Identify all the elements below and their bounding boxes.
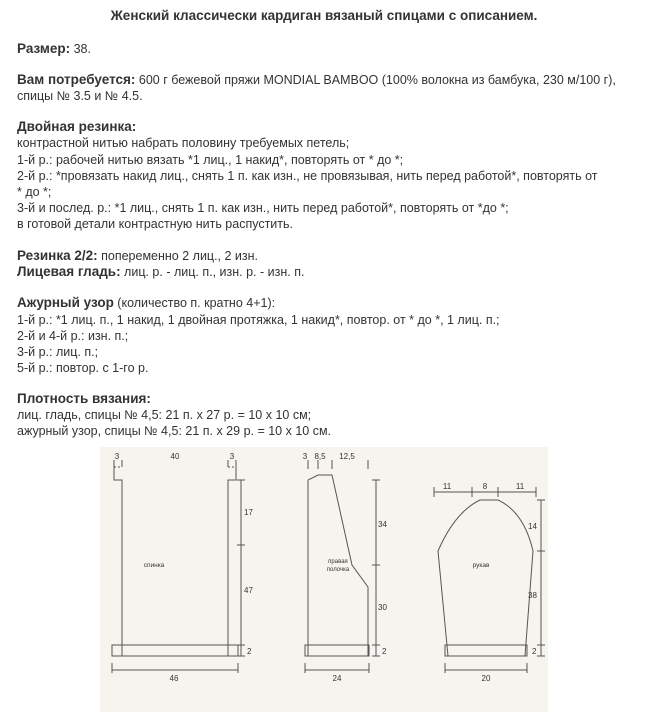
front-top-b-dim: 8,5	[314, 452, 326, 461]
sleeve-lower-height-dim: 38	[528, 591, 537, 600]
back-rib-height-dim: 2	[247, 647, 252, 656]
lace-label: Ажурный узор	[17, 295, 114, 310]
materials-label: Вам потребуется:	[17, 72, 136, 87]
sleeve-top-mid-dim: 8	[482, 482, 488, 491]
back-label: спинка	[143, 562, 165, 569]
double-rib-heading: Двойная резинка:	[17, 119, 137, 134]
gauge-heading: Плотность вязания:	[17, 391, 151, 406]
lace-line: 3-й р.: лиц. п.;	[17, 345, 99, 359]
schematic-background	[100, 447, 548, 712]
sleeve-top-right-dim: 11	[515, 482, 525, 491]
stockinette-label: Лицевая гладь:	[17, 264, 121, 279]
sleeve-top-left-dim: 11	[442, 482, 452, 491]
double-rib-line: 2-й р.: *провязать накид лиц., снять 1 п. как изн., не провязывая, нить перед работой*, повторять от	[17, 169, 598, 183]
double-rib-line: * до *;	[17, 185, 52, 199]
back-bottom-width-dim: 46	[169, 674, 179, 683]
rib22-label: Резинка 2/2:	[17, 248, 98, 263]
page-title: Женский классически кардиган вязаный спицами с описанием.	[110, 8, 538, 23]
size-value: 38.	[70, 42, 91, 56]
back-top-width-dim: 40	[170, 452, 180, 461]
back-top-left-dim: 3	[114, 452, 120, 461]
front-lower-height-dim: 30	[378, 603, 387, 612]
gauge-line: лиц. гладь, спицы № 4,5: 21 п. x 27 р. = 10 x 10 см;	[17, 408, 312, 422]
front-upper-height-dim: 34	[378, 520, 387, 529]
rib22-value: попеременно 2 лиц., 2 изн.	[97, 249, 259, 263]
back-upper-height-dim: 17	[244, 508, 253, 517]
front-top-a-dim: 3	[302, 452, 308, 461]
lace-note: (количество п. кратно 4+1):	[113, 296, 276, 310]
lace-line: 2-й и 4-й р.: изн. п.;	[17, 329, 129, 343]
back-top-right-dim: 3	[229, 452, 235, 461]
materials-line-1	[17, 72, 616, 88]
front-rib-height-dim: 2	[382, 647, 387, 656]
lace-line: 5-й р.: повтор. с 1-го р.	[17, 361, 149, 375]
stockinette-value: лиц. р. - лиц. п., изн. р. - изн. п.	[120, 265, 305, 279]
sleeve-rib-height-dim: 2	[532, 647, 537, 656]
materials-line-2: спицы № 3.5 и № 4.5.	[17, 89, 143, 103]
materials-text: 600 г бежевой пряжи MONDIAL BAMBOO (100% волокна из бамбука, 230 м/100 г),	[135, 73, 616, 87]
back-lower-height-dim: 47	[244, 586, 253, 595]
front-bottom-width-dim: 24	[332, 674, 342, 683]
sleeve-label: рукав	[472, 562, 490, 569]
lace-line: 1-й р.: *1 лиц. п., 1 накид, 1 двойная протяжка, 1 накид*, повтор. от * до *, 1 лиц. п.;	[17, 313, 500, 327]
double-rib-line: контрастной нитью набрать половину требуемых петель;	[17, 136, 350, 150]
double-rib-line: 1-й р.: рабочей нитью вязать *1 лиц., 1 накид*, повторять от * до *;	[17, 153, 404, 167]
double-rib-line: 3-й и послед. р.: *1 лиц., снять 1 п. как изн., нить перед работой*, повторять от *до *;	[17, 201, 509, 215]
gauge-line: ажурный узор, спицы № 4,5: 21 п. x 29 р. = 10 x 10 см.	[17, 424, 332, 438]
garment-schematic	[100, 447, 548, 712]
rib22-line	[17, 248, 258, 264]
double-rib-line: в готовой детали контрастную нить распустить.	[17, 217, 294, 231]
size-line	[17, 41, 91, 57]
sleeve-upper-height-dim: 14	[528, 522, 537, 531]
front-top-c-dim: 12,5	[339, 452, 355, 461]
size-label: Размер:	[17, 41, 71, 56]
sleeve-bottom-width-dim: 20	[481, 674, 491, 683]
front-label-line2: полочка	[326, 567, 350, 573]
schematic-drawing	[100, 447, 548, 712]
stockinette-line	[17, 264, 304, 280]
front-label-line1: правая	[328, 559, 348, 565]
lace-heading-line	[17, 295, 275, 311]
